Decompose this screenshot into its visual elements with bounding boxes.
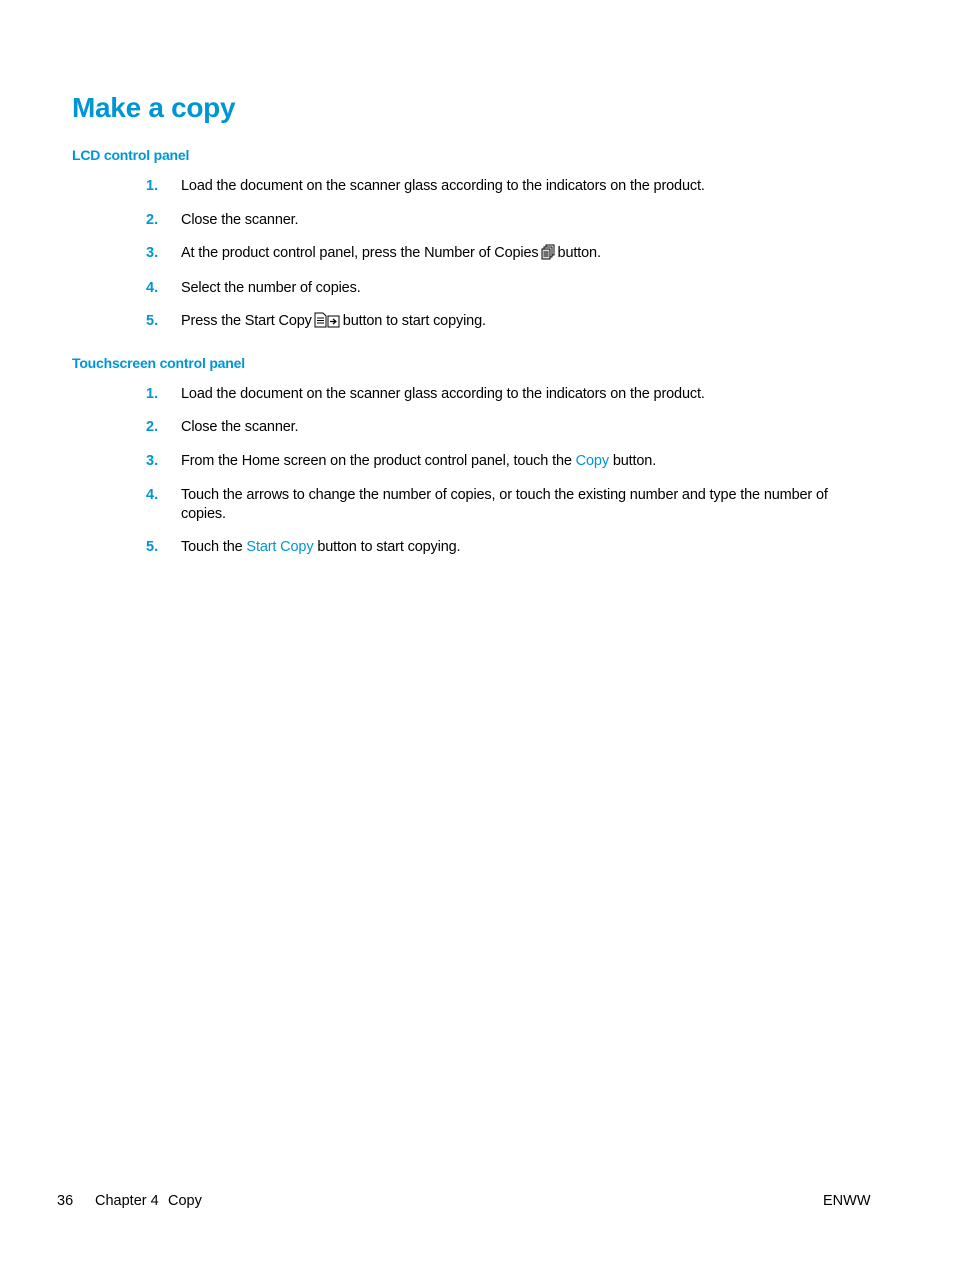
- step-text: Touch the arrows to change the number of copies, or touch the existing number and type the number of copies.: [181, 487, 828, 522]
- step-text: [181, 452, 871, 471]
- step-number: 2.: [146, 212, 159, 228]
- step-text: Close the scanner.: [181, 419, 299, 435]
- step-number: 2.: [146, 419, 159, 435]
- step-text: [181, 538, 871, 557]
- step-number: 4.: [146, 487, 159, 503]
- step-text: Close the scanner.: [181, 212, 299, 228]
- step-number: 3.: [146, 245, 159, 261]
- start-copy-icon: [314, 312, 341, 335]
- section-heading-lcd: LCD control panel: [72, 147, 190, 163]
- step-text-after: button.: [557, 245, 601, 261]
- step-number: 4.: [146, 280, 159, 296]
- copy-button-link[interactable]: Copy: [575, 453, 609, 469]
- footer-locale: ENWW: [823, 1193, 871, 1209]
- step-text-after: button.: [612, 453, 657, 469]
- step-text-after: button to start copying.: [342, 313, 486, 329]
- step-text: Select the number of copies.: [181, 280, 361, 296]
- step-number: 5.: [146, 539, 159, 555]
- step-text: Load the document on the scanner glass according to the indicators on the product.: [181, 178, 705, 194]
- step-text-before: From the Home screen on the product control panel, touch the: [181, 453, 572, 469]
- step-text-after: button to start copying.: [317, 539, 461, 555]
- step-number: 3.: [146, 453, 159, 469]
- step-text-before: Touch the: [181, 539, 243, 555]
- footer-chapter-title: Copy: [168, 1193, 202, 1209]
- footer-chapter: Chapter 4: [95, 1193, 159, 1209]
- step-number: 1.: [146, 178, 159, 194]
- page-title: Make a copy: [72, 92, 236, 123]
- step-text: Load the document on the scanner glass according to the indicators on the product.: [181, 386, 705, 402]
- section-heading-touchscreen: Touchscreen control panel: [72, 355, 245, 371]
- step-text: [181, 244, 871, 267]
- step-text-before: Press the Start Copy: [181, 313, 312, 329]
- step-text-before: At the product control panel, press the Number of Copies: [181, 245, 539, 261]
- number-of-copies-icon: [541, 244, 556, 267]
- footer-page-number: 36: [57, 1193, 74, 1209]
- step-text: [181, 312, 871, 335]
- step-number: 5.: [146, 313, 159, 329]
- start-copy-button-link[interactable]: Start Copy: [246, 539, 314, 555]
- step-number: 1.: [146, 386, 159, 402]
